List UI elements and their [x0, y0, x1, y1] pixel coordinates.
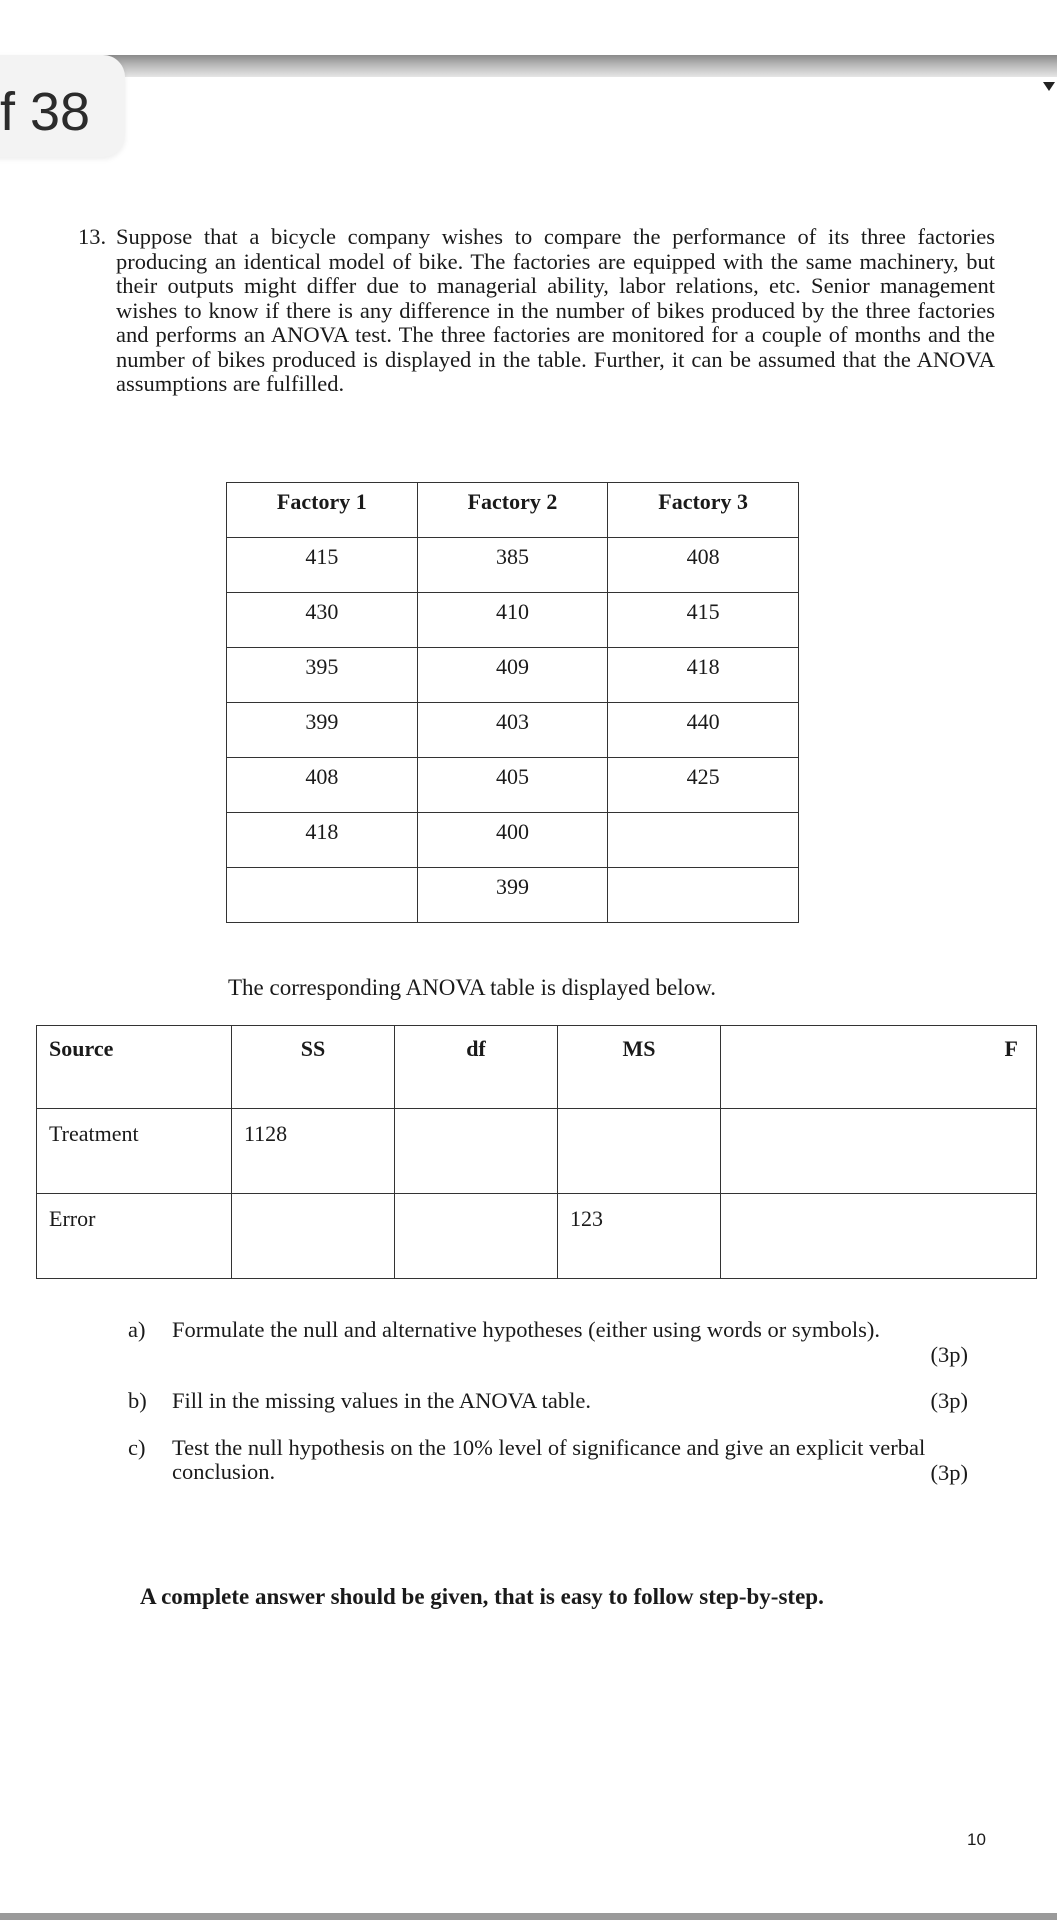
table-cell: 415 [227, 538, 418, 593]
factory-table [226, 482, 799, 923]
table-cell: 123 [557, 1194, 720, 1279]
table-header: F [720, 1026, 1036, 1109]
question-parts [128, 1318, 998, 1507]
final-note: A complete answer should be given, that is easy to follow step-by-step. [140, 1584, 824, 1609]
table-cell: 410 [417, 593, 608, 648]
table-cell [720, 1109, 1036, 1194]
table-cell: 430 [227, 593, 418, 648]
table-header: Factory 3 [608, 483, 799, 538]
page-number: 10 [967, 1830, 986, 1849]
table-header-row [37, 1026, 1037, 1109]
table-cell: 409 [417, 648, 608, 703]
table-row [227, 538, 799, 593]
part-points: (3p) [930, 1341, 968, 1367]
table-cell: 399 [227, 703, 418, 758]
question-part-c [128, 1436, 998, 1486]
part-label: c) [128, 1434, 146, 1460]
table-cell: 1128 [232, 1109, 395, 1194]
table-cell [394, 1194, 557, 1279]
table-cell: 440 [608, 703, 799, 758]
table-row [227, 813, 799, 868]
table-row [227, 758, 799, 813]
question-part-a [128, 1318, 998, 1367]
table-cell: 408 [608, 538, 799, 593]
part-points: (3p) [930, 1459, 968, 1485]
table-cell: 408 [227, 758, 418, 813]
table-cell [394, 1109, 557, 1194]
part-text: Fill in the missing values in the ANOVA table. [172, 1388, 591, 1413]
table-row [227, 703, 799, 758]
table-cell [608, 868, 799, 923]
table-cell: 425 [608, 758, 799, 813]
part-text: Formulate the null and alternative hypotheses (either using words or symbols). [172, 1317, 880, 1342]
part-label: a) [128, 1317, 146, 1342]
table-cell: Treatment [37, 1109, 232, 1194]
table-header: Factory 2 [417, 483, 608, 538]
bottom-divider-bar [0, 1913, 1057, 1920]
dropdown-arrow-icon [1043, 82, 1055, 91]
table-header: Factory 1 [227, 483, 418, 538]
table-cell: 399 [417, 868, 608, 923]
table-header-row [227, 483, 799, 538]
question-block [78, 225, 995, 397]
table-row [37, 1194, 1037, 1279]
table-cell [557, 1109, 720, 1194]
page-badge [0, 55, 125, 157]
table-cell: 405 [417, 758, 608, 813]
table-row [37, 1109, 1037, 1194]
table-cell: 385 [417, 538, 608, 593]
question-number: 13. [78, 224, 107, 249]
table-cell: 418 [227, 813, 418, 868]
anova-caption: The corresponding ANOVA table is displayed below. [228, 975, 717, 1000]
table-header: MS [557, 1026, 720, 1109]
table-cell: 415 [608, 593, 799, 648]
table-cell [720, 1194, 1036, 1279]
table-row [227, 593, 799, 648]
table-cell: Error [37, 1194, 232, 1279]
table-cell [232, 1194, 395, 1279]
table-cell [227, 868, 418, 923]
table-cell: 418 [608, 648, 799, 703]
question-part-b [128, 1389, 998, 1414]
table-cell: 395 [227, 648, 418, 703]
table-header: SS [232, 1026, 395, 1109]
table-cell [608, 813, 799, 868]
table-row [227, 868, 799, 923]
table-cell: 400 [417, 813, 608, 868]
anova-table [36, 1025, 1037, 1279]
part-text: Test the null hypothesis on the 10% level of significance and give an explicit verbal conclusion. [172, 1434, 926, 1484]
page-badge-label: f 38 [0, 82, 91, 142]
table-header: df [394, 1026, 557, 1109]
part-label: b) [128, 1388, 147, 1413]
question-text: Suppose that a bicycle company wishes to compare the performance of its three factories producing an identical model of bike. The factories are equipped with the same machinery, but their outputs might differ due to managerial ability, labor relations, etc. Senior management wishes to know if there is any difference in the number of bikes produced by the three factories and performs an ANOVA test. The three factories are monitored for a couple of months and the number of bikes produced is displayed in the table. Further, it can be assumed that the ANOVA assumptions are fulfilled. [116, 224, 995, 396]
table-row [227, 648, 799, 703]
part-points: (3p) [930, 1388, 968, 1413]
top-divider-bar [95, 55, 1057, 77]
table-header: Source [37, 1026, 232, 1109]
table-cell: 403 [417, 703, 608, 758]
